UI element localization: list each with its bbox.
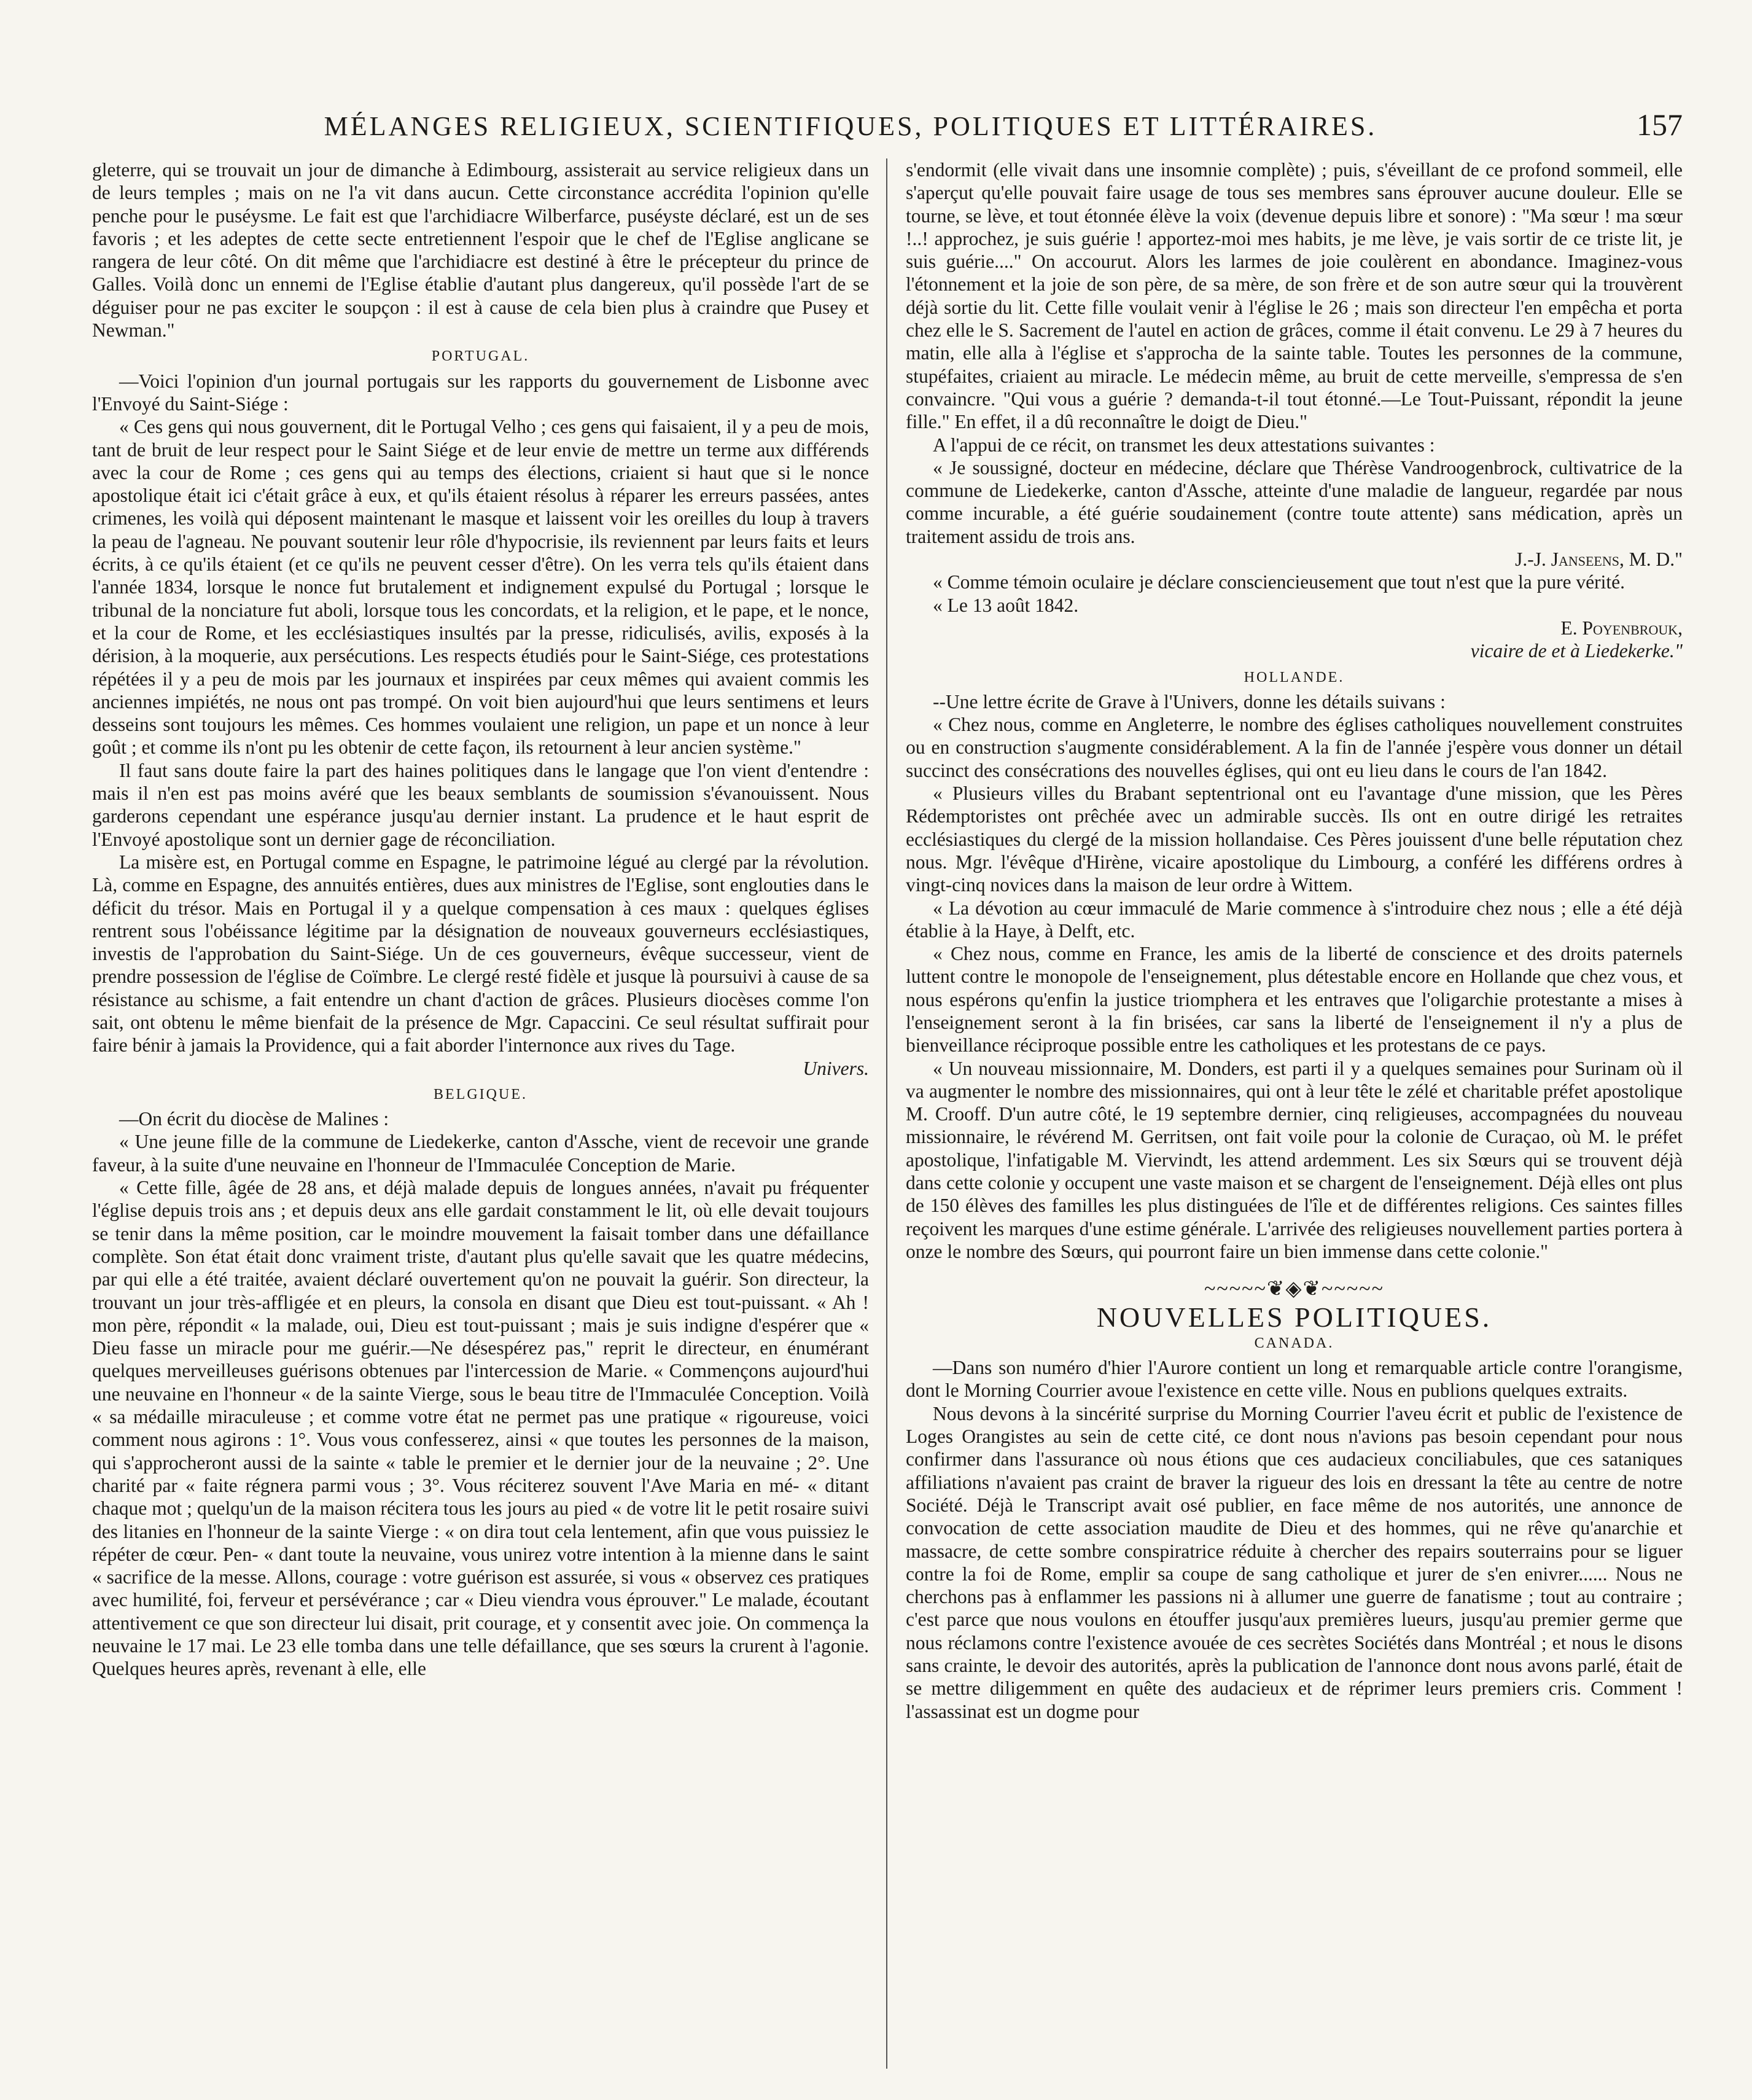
section-label-portugal: PORTUGAL. xyxy=(431,348,530,365)
article-paragraph: A l'appui de ce récit, on transmet les deux attestations suivantes : xyxy=(933,434,1435,456)
article-paragraph: « La dévotion au cœur immaculé de Marie commence à s'introduire chez nous ; elle a été déjà établie à la Haye, à Delft, etc. xyxy=(906,897,1683,942)
article-paragraph: « Je soussigné, docteur en médecine, déclare que Thérèse Vandroogenbrock, cultivatrice de la commune de Liedekerke, canton d'Assche, atteinte d'une maladie de langueur, regardée par nous comme incurable, a été guérie soudainement (contre toute attente) sans médication, après un traitement assidu de trois ans. xyxy=(906,456,1683,547)
article-paragraph: « Cette fille, âgée de 28 ans, et déjà malade depuis de longues années, n'avait pu fréquenter l'église depuis trois ans ; et depuis deux ans elle gardait constamment le lit, où elle devait toujours se tenir dans la même position, car le moindre mouvement la faisait tomber dans une défaillance complète. Son état était donc vraiment triste, d'autant plus qu'elle savait que les quatre médecins, par qui elle a été traitée, avaient déclaré ouvertement qu'on ne pouvait la guérir. Son directeur, la trouvant un jour très-affligée et en pleurs, la consola en disant que Dieu est tout-puissant. « Ah ! mon père, répondit « la malade, oui, Dieu est tout-puissant ; mais je suis indigne d'espérer que « Dieu fasse un miracle pour me guérir.—Ne désespérez pas," reprit le directeur, en énumérant quelques merveilleuses guérisons obtenues par l'intercession de Marie. « Commençons aujourd'hui une neuvaine en l'honneur « de la sainte Vierge, sous le beau titre de l'Immaculée Conception. Voilà « sa médaille miraculeuse ; et comme votre état ne permet pas une pratique « rigoureuse, voici comment nous agirons : 1°. Vous vous confesserez, ainsi « que toutes les personnes de la maison, qui s'approcheront aussi de la sainte « table le premier et le dernier jour de la neuvaine ; 2°. Une charité par « faite régnera parmi vous ; 3°. Vous réciterez souvent l'Ave Maria en mé- « ditant chaque mot ; quelqu'un de la maison récitera tous les jours au pied « de votre lit le petit rosaire suivi des litanies en l'honneur de la sainte Vierge : « on dira tout cela lentement, afin que vous puissiez le répéter de cœur. Pen- « dant toute la neuvaine, vous unirez votre intention à la mienne dans le saint « sacrifice de la messe. Allons, courage : votre guérison est assurée, si vous « observez ces pratiques avec humilité, foi, ferveur et persévérance ; car « Dieu viendra vous éprouver." Le malade, écoutant attentivement ce que son directeur lui disait, prit courage, et y consentit avec joie. On commença la neuvaine le 17 mai. Le 23 elle tomba dans une telle défaillance, que ses sœurs la crurent à l'agonie. Quelques heures après, revenant à elle, elle xyxy=(92,1177,869,1680)
article-paragraph: —Dans son numéro d'hier l'Aurore contient un long et remarquable article contre l'orangisme, dont le Morning Courrier avoue l'existence en cette ville. Nous en publions quelques extraits. xyxy=(906,1357,1683,1402)
signature-title: vicaire de et à Liedekerke." xyxy=(1470,640,1683,662)
article-paragraph: « Un nouveau missionnaire, M. Donders, est parti il y a quelques semaines pour Surinam où il va augmenter le nombre des missionnaires, qui ont à leur tête le zélé et charitable préfet apostolique M. Crooff. D'un autre côté, le 19 septembre dernier, cinq religieuses, accompagnées du nouveau missionnaire, le révérend M. Gerritsen, ont fait voile pour la colonie de Curaçao, où M. le préfet apostolique, l'infatigable M. Viervindt, les attend ardemment. Les six Sœurs qui se trouvent déjà dans cette colonie y occupent une vaste maison et se chargent de l'enseignement. Déjà elles ont plus de 150 élèves des familles les plus distinguées de l'île et de différentes religions. Ces saintes filles reçoivent les marques d'une estime générale. L'arrivée des religieuses nouvellement parties portera à onze le nombre des Sœurs, qui pourront faire un bien immense dans cette colonie." xyxy=(906,1057,1683,1262)
article-paragraph: s'endormit (elle vivait dans une insomnie complète) ; puis, s'éveillant de ce profond sommeil, elle s'aperçut qu'elle pouvait faire usage de tous ses membres sans éprouver aucune douleur. Elle se tourne, se lève, et tout étonnée élève la voix (devenue depuis libre et sonore) : "Ma sœur ! ma sœur !..! approchez, je suis guérie ! apportez-moi mes habits, je me lève, je vais sortir de ce triste lit, je suis guérie...." On accourut. Alors les larmes de joie coulèrent en abondance. Imaginez-vous l'étonnement et la joie de son père, de sa mère, de son frère et de son autre sœur qui la trouvèrent déjà sortie du lit. Cette fille voulait venir à l'église le 26 ; mais son directeur l'en empêcha et porta chez elle le S. Sacrement de l'autel en action de grâces, comme il était convenu. Le 29 à 7 heures du matin, elle alla à l'église et s'approcha de la sainte table. Toutes les personnes de la commune, stupéfaites, criaient au miracle. Le médecin même, au bruit de cette merveille, s'empressa de s'en convaincre. "Qui vous a guérie ? demanda-t-il tout étonné.—Le Tout-Puissant, répondit la jeune fille." En effet, il a dû reconnaître le doigt de Dieu." xyxy=(906,159,1683,433)
right-column xyxy=(906,158,1683,2069)
source-attribution: Univers. xyxy=(803,1057,869,1079)
article-paragraph: « Une jeune fille de la commune de Liedekerke, canton d'Assche, vient de recevoir une grande faveur, à la suite d'une neuvaine en l'honneur de l'Immaculée Conception de Marie. xyxy=(92,1131,869,1176)
section-title-nouvelles-politiques: NOUVELLES POLITIQUES. xyxy=(1096,1301,1492,1333)
page-header xyxy=(92,107,1683,154)
section-label-hollande: HOLLANDE. xyxy=(1244,669,1345,685)
section-label-canada: CANADA. xyxy=(1254,1335,1334,1351)
article-paragraph: « Comme témoin oculaire je déclare consciencieusement que tout n'est que la pure vérité. xyxy=(933,571,1625,593)
article-columns xyxy=(92,158,1683,2069)
article-paragraph: « Ces gens qui nous gouvernent, dit le Portugal Velho ; ces gens qui faisaient, il y a peu de mois, tant de bruit de leur respect pour le Saint Siége et de leur envie de mettre un terme aux différends avec la cour de Rome ; ces gens qui au temps des élections, criaient si haut que si le nonce apostolique était ici c'était grâce à eux, et qu'ils étaient résolus à réparer les erreurs passées, antes crimenes, les voilà qui déposent maintenant le masque et laissent voir les oreilles du loup à travers la peau de l'agneau. Ne pouvant soutenir leur rôle d'hypocrisie, ils reviennent par leurs faits et leurs écrits, à ce qu'ils étaient (et ce qu'ils ne peuvent cesser d'être). On les verra tels qu'ils étaient dans l'année 1834, lorsque le nonce fut brutalement et indignement expulsé du Portugal ; lorsque le tribunal de la nonciature fut aboli, lorsque tous les concordats, et la religion, et le pape, et le nonce, et la cour de Rome, et les ecclésiastiques insultés par la presse, ridiculisés, avilis, exposés à la dérision, à la moquerie, aux persécutions. Les respects étudiés pour le Saint-Siége, ces protestations répétées il y a peu de mois par les journaux et inspirées par ceux mêmes qui avaient commis les anciennes impiétés, ne nous ont pas trompé. On voit bien aujourd'hui que leurs sentimens et leurs desseins sont toujours les mêmes. Ces hommes voulaient une religion, un pape et un nonce à leur goût ; et comme ils n'ont pu les obtenir de cette façon, ils retournent à leur ancien système." xyxy=(92,416,869,759)
left-column xyxy=(92,158,869,2069)
article-paragraph: —Voici l'opinion d'un journal portugais sur les rapports du gouvernement de Lisbonne avec l'Envoyé du Saint-Siége : xyxy=(92,370,869,415)
signature-poyenbrouk: E. Poyenbrouk, xyxy=(1560,617,1683,639)
attestation-date: « Le 13 août 1842. xyxy=(933,594,1079,616)
article-paragraph: —On écrit du diocèse de Malines : xyxy=(119,1108,389,1130)
article-paragraph: La misère est, en Portugal comme en Espagne, le patrimoine légué au clergé par la révolution. Là, comme en Espagne, des annuités entières, dues aux ministres de l'Eglise, sont englouties dans le déficit du trésor. Mais en Portugal il y a quelque compensation à ces maux : quelques églises rentrent sous l'obéissance légitime par la désignation de nouveaux gouverneurs ecclésiastiques, investis de l'approbation du Saint-Siége. Un de ces gouverneurs, évêque successeur, vient de prendre possession de l'église de Coïmbre. Le clergé resté fidèle et jusque là poursuivi à cause de sa résistance au schisme, a fait entendre un chant d'action de grâces. Plusieurs diocèses comme l'on sait, ont obtenu le même bienfait de la présence de Mgr. Capaccini. Ce seul résultat suffirait pour faire bénir à jamais la Providence, qui a fait aborder l'internonce aux rives du Tage. xyxy=(92,851,869,1056)
page-number: 157 xyxy=(1637,107,1683,142)
article-paragraph: « Chez nous, comme en Angleterre, le nombre des églises catholiques nouvellement construites ou en construction s'augmente considérablement. A la fin de l'année j'espère vous donner un détail succinct des consécrations des nouvelles églises, qui ont eu lieu dans le cours de l'an 1842. xyxy=(906,714,1683,781)
article-paragraph: gleterre, qui se trouvait un jour de dimanche à Edimbourg, assisterait au service religieux dans un de leurs temples ; mais on ne l'a vit dans aucun. Cette circonstance accrédita l'opinion qu'elle penche pour le puséysme. Le fait est que l'archidiacre Wilberfarce, puséyste déclaré, est un de ses favoris ; et les adeptes de cette secte entretiennent l'espoir que le chef de l'Eglise anglicane se rangera de leur côté. On dit même que l'archidiacre est destiné à être le précepteur du prince de Galles. Voilà donc un ennemi de l'Eglise établie d'autant plus dangereux, qu'il possède l'art de se déguiser pour ne pas exciter le soupçon : il est à cause de cela bien plus à craindre que Pusey et Newman." xyxy=(92,159,869,342)
ornament-divider: ~~~~~❦◈❦~~~~~ xyxy=(1204,1278,1385,1301)
section-label-belgique: BELGIQUE. xyxy=(434,1086,528,1103)
running-title: MÉLANGES RELIGIEUX, SCIENTIFIQUES, POLITIQUES ET LITTÉRAIRES. xyxy=(324,111,1377,141)
article-paragraph: « Chez nous, comme en France, les amis de la liberté de conscience et des droits paternels luttent contre le monopole de l'enseignement, plus détestable encore en Hollande que chez vous, et nous espérons qu'enfin la justice triomphera et les entraves que l'oligarchie protestante a mises à l'enseignement seront à la fin brisées, car sans la liberté de l'enseignement il n'y a plus de bienveillance réciproque possible entre les catholiques et les protestans de ce pays. xyxy=(906,943,1683,1056)
article-paragraph: --Une lettre écrite de Grave à l'Univers, donne les détails suivans : xyxy=(933,690,1446,712)
column-divider xyxy=(886,158,887,2069)
signature-janseens: J.-J. Janseens, M. D." xyxy=(1515,548,1683,571)
article-paragraph: Nous devons à la sincérité surprise du Morning Courrier l'aveu écrit et public de l'existence de Loges Orangistes au sein de cette cité, ce dont nous n'avions pas besoin cependant pour nous confirmer dans l'assurance où nous étions que ces audacieux conciliabules, que ces sataniques affiliations n'avaient pas craint de braver la rigueur des lois en dressant la tête au centre de notre Société. Déjà le Transcript avait osé publier, en face même de nos autorités, une annonce de convocation de cette association maudite de Dieu et des hommes, qui ne rêve qu'anarchie et massacre, de cette sombre conspiratrice réduite à chercher des repairs souterrains pour se liguer contre la foi de Rome, emplir sa coupe de sang catholique et jurer de s'en enivrer...... Nous ne cherchons pas à enflammer les passions ni à allumer une guerre de fanatisme ; tout au contraire ; c'est parce que nous voulons en étouffer jusqu'aux premières lueurs, jusqu'au premier germe que nous réclamons contre l'existence avouée de ces secrètes Sociétés dans Montréal ; et nous le disons sans crainte, le devoir des autorités, après la publication de l'annonce dont nous avons parlé, était de se mettre diligemment en quête des audacieux et de réprimer leurs premiers cris. Comment ! l'assassinat est un dogme pour xyxy=(906,1402,1683,1722)
article-paragraph: Il faut sans doute faire la part des haines politiques dans le langage que l'on vient d'entendre : mais il n'en est pas moins avéré que les beaux semblants de soumission s'évanouissent. Nous garderons cependant une espérance jusqu'au dernier instant. La prudence et le haut esprit de l'Envoyé apostolique sont un dernier gage de réconciliation. xyxy=(92,759,869,850)
article-paragraph: « Plusieurs villes du Brabant septentrional ont eu l'avantage d'une mission, que les Pères Rédemptoristes ont prêchée avec un admirable succès. Ils ont en outre dirigé les retraites ecclésiastiques du clergé de la mission hollandaise. Ces Pères jouissent d'une belle réputation chez nous. Mgr. l'évêque d'Hirène, vicaire apostolique du Limbourg, a conféré les différens ordres à vingt-cinq novices dans la maison de leur ordre à Wittem. xyxy=(906,783,1683,896)
